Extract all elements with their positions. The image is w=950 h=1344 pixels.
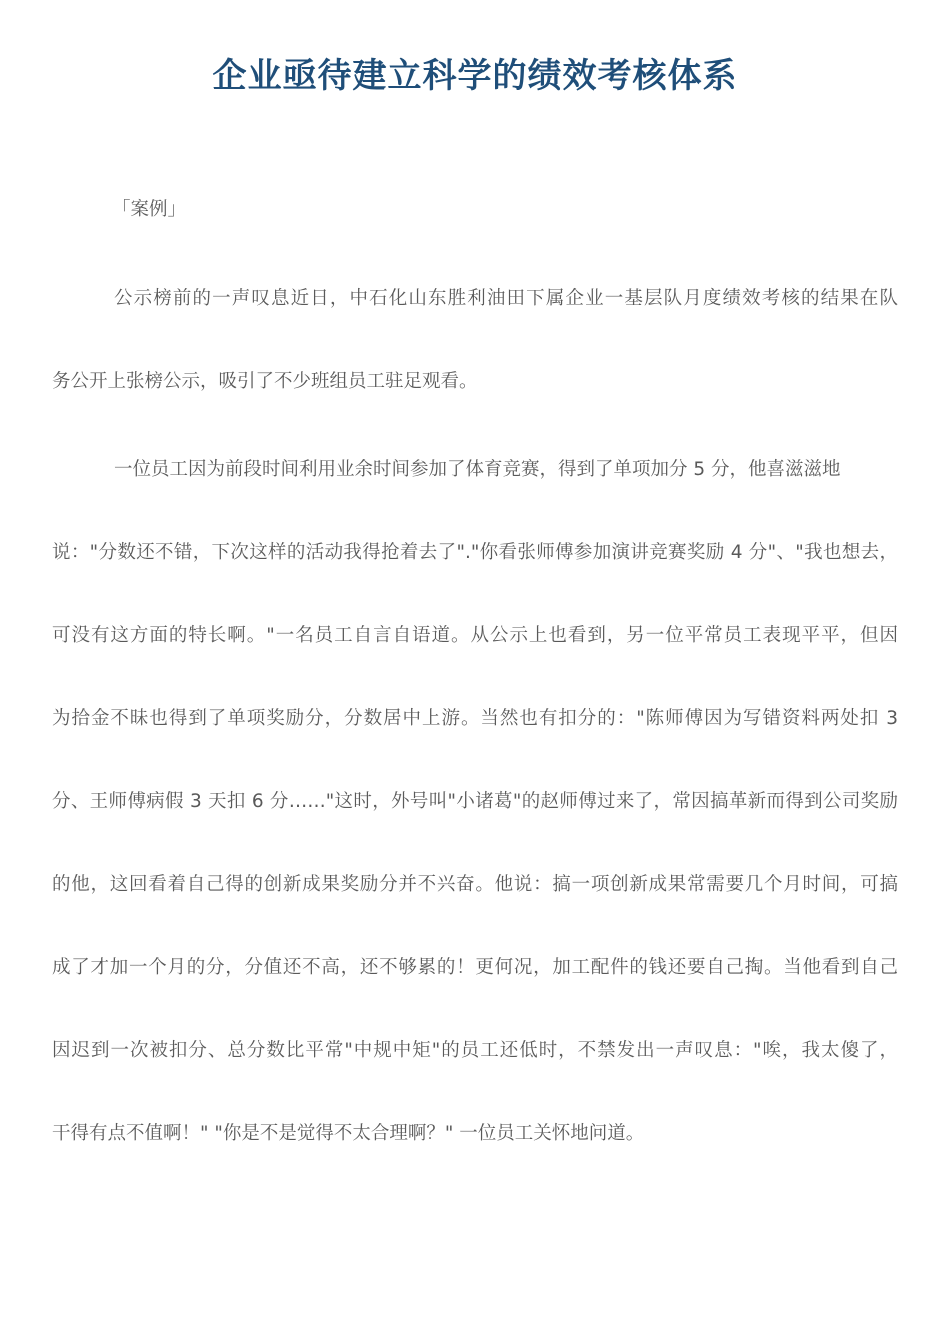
paragraph-line: 因迟到一次被扣分、总分数比平常"中规中矩"的员工还低时，不禁发出一声叹息："唉，我太傻了， bbox=[52, 1040, 898, 1061]
case-label: 「案例」 bbox=[112, 199, 187, 220]
paragraph-line: 成了才加一个月的分，分值还不高，还不够累的！更何况，加工配件的钱还要自己掏。当他看到自己 bbox=[52, 957, 898, 978]
paragraph-line: 干得有点不值啊！" "你是不是觉得不太合理啊？" 一位员工关怀地问道。 bbox=[52, 1123, 645, 1144]
paragraph-line: 务公开上张榜公示，吸引了不少班组员工驻足观看。 bbox=[52, 371, 478, 392]
paragraph-line: 的他，这回看着自己得的创新成果奖励分并不兴奋。他说：搞一项创新成果常需要几个月时间，可搞 bbox=[52, 874, 898, 895]
paragraph-line: 公示榜前的一声叹息近日，中石化山东胜利油田下属企业一基层队月度绩效考核的结果在队 bbox=[114, 288, 898, 309]
paragraph-line: 一位员工因为前段时间利用业余时间参加了体育竞赛，得到了单项加分 5 分，他喜滋滋地 bbox=[114, 459, 841, 480]
paragraph-2 bbox=[52, 428, 898, 1175]
paragraph-line: 分、王师傅病假 3 天扣 6 分……"这时，外号叫"小诸葛"的赵师傅过来了，常因搞革新而得到公司奖励 bbox=[52, 791, 898, 812]
paragraph-line: 可没有这方面的特长啊。"一名员工自言自语道。从公示上也看到，另一位平常员工表现平平，但因 bbox=[52, 625, 898, 646]
document-title: 企业亟待建立科学的绩效考核体系 bbox=[212, 56, 738, 96]
paragraph-1 bbox=[52, 257, 898, 423]
paragraph-line: 说："分数还不错，下次这样的活动我得抢着去了"."你看张师傅参加演讲竞赛奖励 4 分"、"我也想去， bbox=[52, 542, 898, 563]
paragraph-line: 为拾金不昧也得到了单项奖励分，分数居中上游。当然也有扣分的："陈师傅因为写错资料两处扣 3 bbox=[52, 708, 898, 729]
